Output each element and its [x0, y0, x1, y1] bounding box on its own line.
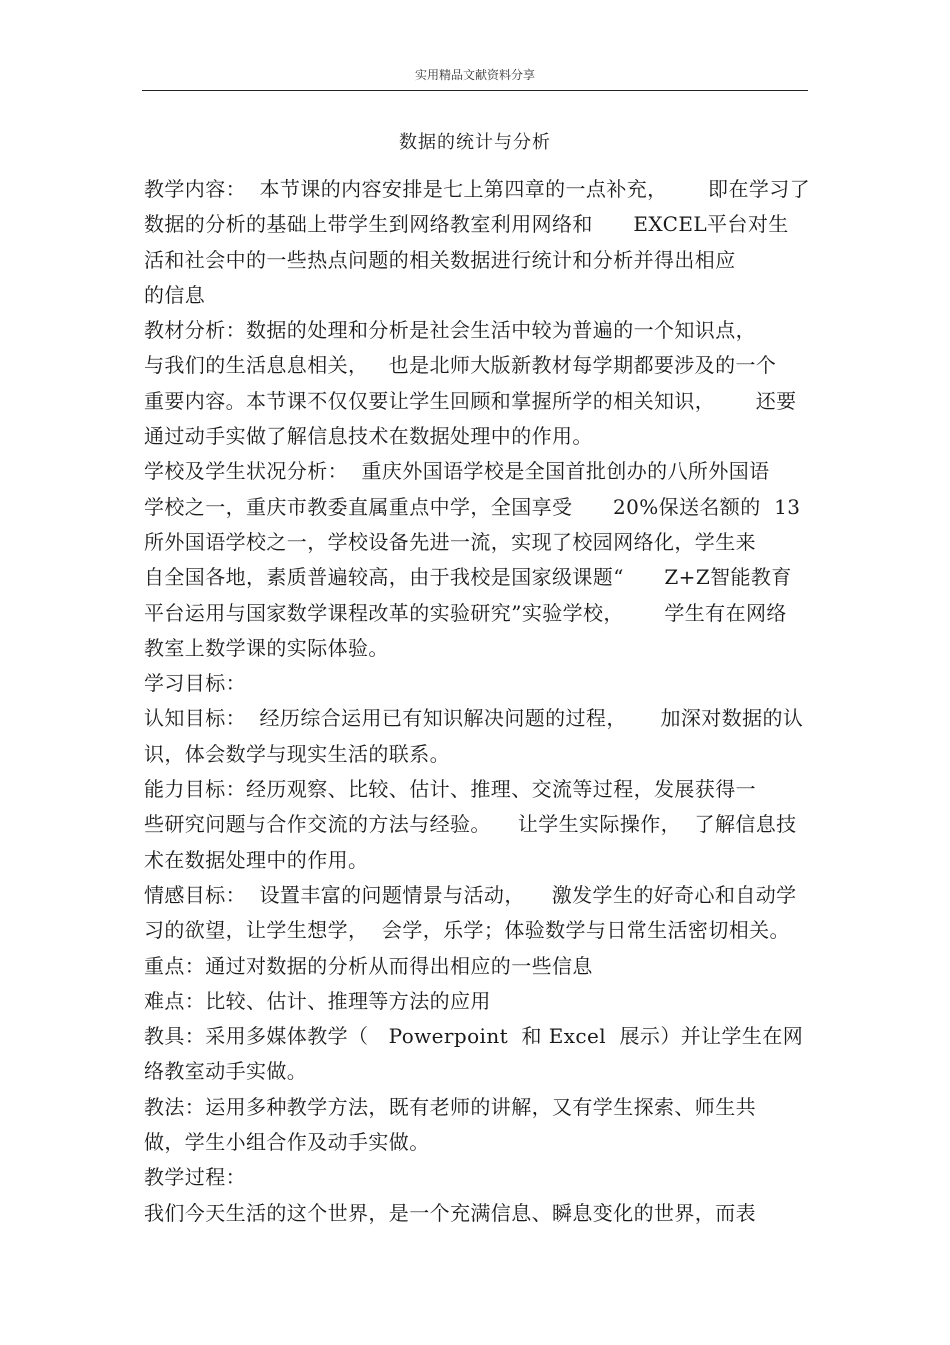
body-line: 平台运用与国家数学课程改革的实验研究”实验学校， 学生有在网络 — [144, 600, 787, 625]
body-line: 通过动手实做了解信息技术在数据处理中的作用。 — [144, 424, 593, 449]
body-line: 教学过程： — [144, 1165, 246, 1190]
body-line: 难点：比较、估计、推理等方法的应用 — [144, 988, 491, 1013]
body-line: 教学内容： 本节课的内容安排是七上第四章的一点补充， 即在学习了 — [144, 177, 811, 201]
body-line: 学习目标： — [144, 671, 246, 696]
body-line: 教法：运用多种教学方法，既有老师的讲解，又有学生探索、师生共 — [144, 1094, 756, 1119]
body-line: 教室上数学课的实际体验。 — [144, 635, 389, 660]
document-title: 数据的统计与分析 — [399, 132, 551, 153]
body-line: 认知目标： 经历综合运用已有知识解决问题的过程， 加深对数据的认 — [144, 706, 804, 731]
body-line: 活和社会中的一些热点问题的相关数据进行统计和分析并得出相应 — [144, 247, 736, 272]
body-line: 的信息 — [144, 282, 206, 307]
body-line: 学校及学生状况分析： 重庆外国语学校是全国首批创办的八所外国语 — [144, 459, 770, 484]
body-line: 识，体会数学与现实生活的联系。 — [144, 741, 450, 766]
body-line: 做，学生小组合作及动手实做。 — [144, 1130, 430, 1155]
body-line: 情感目标： 设置丰富的问题情景与活动， 激发学生的好奇心和自动学 — [144, 882, 797, 907]
body-line: 重要内容。本节课不仅仅要让学生回顾和掌握所学的相关知识， 还要 — [144, 388, 797, 413]
body-line: 教材分析：数据的处理和分析是社会生活中较为普遍的一个知识点， — [144, 318, 756, 343]
body-line: 教具：采用多媒体教学（ Powerpoint 和 Excel 展示）并让学生在网 — [144, 1024, 804, 1049]
body-line: 些研究问题与合作交流的方法与经验。 让学生实际操作， 了解信息技 — [144, 812, 797, 837]
body-line: 能力目标：经历观察、比较、估计、推理、交流等过程，发展获得一 — [144, 777, 756, 802]
body-line: 所外国语学校之一，学校设备先进一流，实现了校园网络化，学生来 — [144, 529, 756, 554]
document-body — [144, 172, 814, 1231]
page-header: 实用精品文献资料分享 — [414, 68, 535, 82]
body-line: 我们今天生活的这个世界，是一个充满信息、瞬息变化的世界，而表 — [144, 1200, 756, 1225]
body-line: 与我们的生活息息相关， 也是北师大版新教材每学期都要涉及的一个 — [144, 353, 777, 378]
body-line: 重点：通过对数据的分析从而得出相应的一些信息 — [144, 953, 593, 978]
header-rule — [142, 90, 808, 91]
body-line: 络教室动手实做。 — [144, 1059, 308, 1084]
body-line: 数据的分析的基础上带学生到网络教室利用网络和 EXCEL平台对生 — [144, 212, 789, 237]
body-line: 术在数据处理中的作用。 — [144, 847, 369, 872]
body-line: 习的欲望，让学生想学， 会学，乐学；体验数学与日常生活密切相关。 — [144, 918, 790, 943]
body-line: 学校之一，重庆市教委直属重点中学，全国享受 20%保送名额的 13 — [144, 494, 801, 519]
body-line: 自全国各地，素质普遍较高，由于我校是国家级课题“ Z+Z智能教育 — [144, 565, 792, 590]
